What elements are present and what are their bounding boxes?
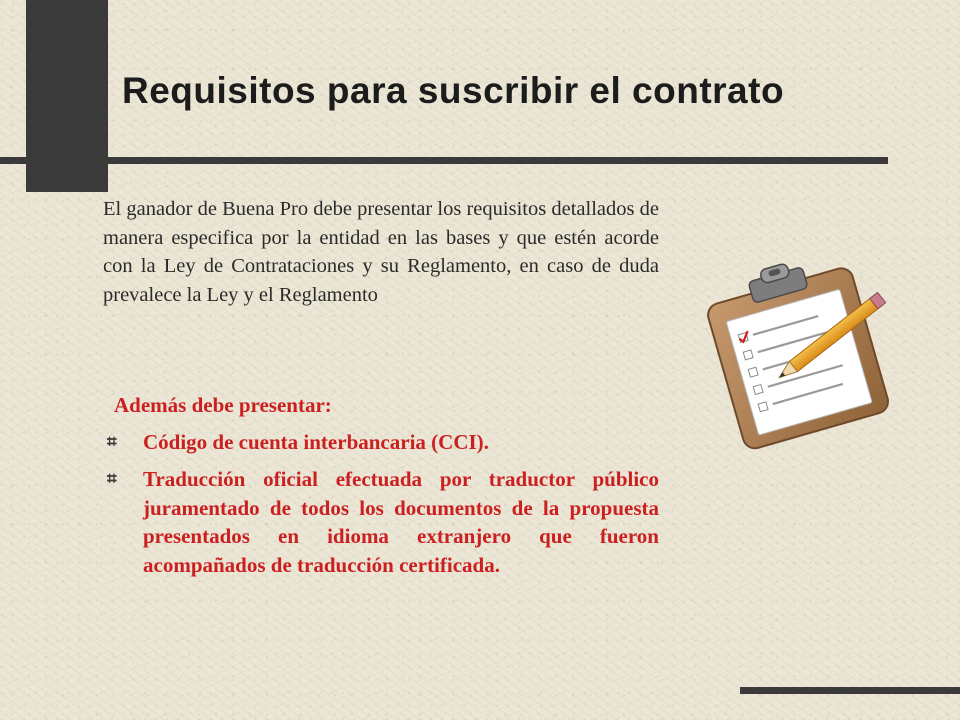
subheading: Además debe presentar: xyxy=(114,393,332,417)
requirement-text: Código de cuenta interbancaria (CCI). xyxy=(143,430,489,454)
intro-paragraph: El ganador de Buena Pro debe presentar los requisitos detallados de manera especifica por la entidad en las bases y que estén acorde con la Ley de Contrataciones y su Reglamento, en caso de duda prevalece la Ley y el Reglamento xyxy=(103,198,659,307)
requirements-list xyxy=(103,428,659,587)
clipboard-checklist-icon xyxy=(690,262,902,450)
list-item xyxy=(103,428,659,457)
title-rule xyxy=(0,157,888,164)
bottom-rule xyxy=(740,687,960,694)
list-item xyxy=(103,465,659,579)
bullet-icon: ⌗ xyxy=(107,469,117,489)
slide-title: Requisitos para suscribir el contrato xyxy=(122,70,785,111)
requirement-text: Traducción oficial efectuada por traductor público juramentado de todos los documentos de la propuesta presentados en idioma extranjero que fueron acompañados de traducción certificada. xyxy=(143,467,659,577)
bullet-icon: ⌗ xyxy=(107,432,117,452)
